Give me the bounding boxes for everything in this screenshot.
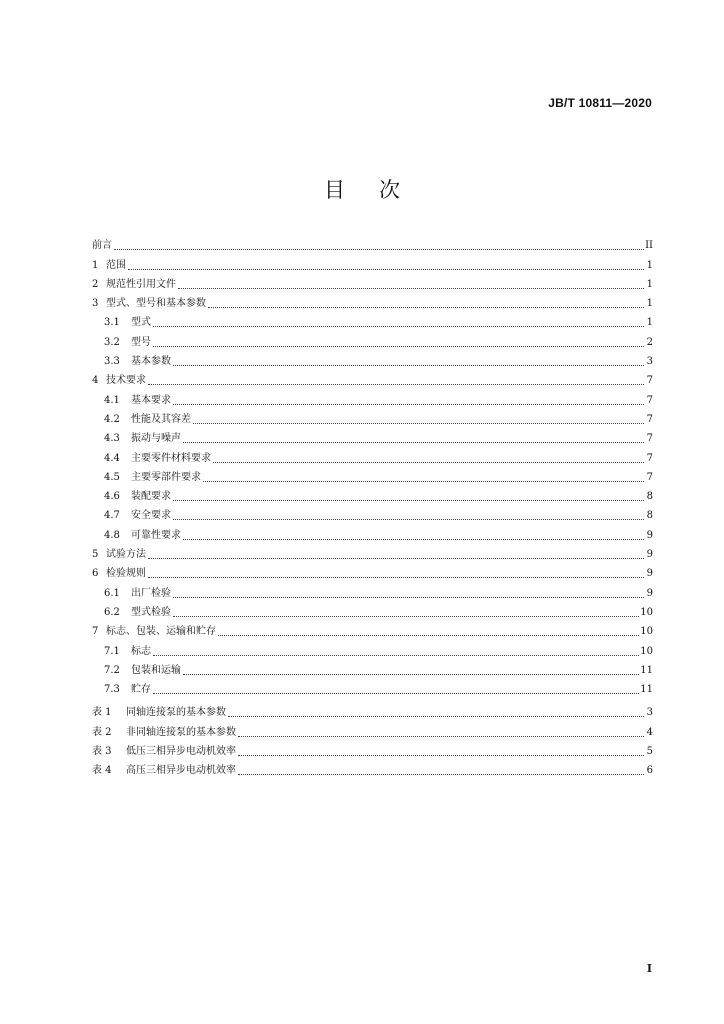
entry-number: 7.2 (104, 664, 120, 676)
dot-leader (183, 442, 644, 443)
entry-label: 安全要求 (131, 510, 171, 522)
entry-label: 范围 (106, 259, 126, 271)
entry-label: 型式 (131, 317, 151, 329)
toc-entry[interactable] (92, 639, 653, 658)
toc-entry[interactable] (92, 678, 653, 697)
entry-page: 8 (646, 510, 653, 522)
toc-entry[interactable] (92, 466, 653, 485)
entry-label: 基本参数 (131, 356, 171, 368)
toc-entry[interactable] (92, 620, 653, 639)
dot-leader (148, 384, 644, 385)
entry-page: 11 (640, 684, 653, 696)
entry-label: 贮存 (131, 684, 151, 696)
entry-page: 3 (646, 707, 653, 719)
toc-entry[interactable] (92, 446, 653, 465)
entry-label: 非同轴连接泵的基本参数 (126, 726, 236, 738)
dot-leader (183, 674, 639, 675)
toc-entry[interactable] (92, 485, 653, 504)
entry-number: 4.7 (104, 510, 120, 522)
entry-number: 表 3 (92, 745, 112, 757)
table-list-entry[interactable] (92, 701, 653, 720)
entry-page: 10 (640, 626, 653, 638)
dot-leader (238, 774, 644, 775)
entry-page: II (645, 240, 653, 252)
dot-leader (173, 404, 644, 405)
entry-number: 4.4 (104, 452, 120, 464)
entry-number: 3 (92, 298, 99, 310)
dot-leader (218, 635, 639, 636)
entry-number: 表 4 (92, 765, 112, 777)
toc-entry[interactable] (92, 543, 653, 562)
toc-entry[interactable] (92, 350, 653, 369)
dot-leader (148, 558, 644, 559)
entry-page: 5 (646, 745, 653, 757)
toc-entry[interactable] (92, 388, 653, 407)
toc-entry[interactable] (92, 504, 653, 523)
entry-page: 9 (646, 529, 653, 541)
title-part-2: 次 (379, 178, 400, 202)
entry-label: 检验规则 (106, 568, 146, 580)
entry-label: 主要零部件要求 (131, 471, 201, 483)
entry-number: 6 (92, 568, 99, 580)
entry-page: 2 (646, 336, 653, 348)
dot-leader (153, 693, 639, 694)
entry-page: 9 (646, 587, 653, 599)
entry-number: 7.1 (104, 645, 120, 657)
entry-page: 8 (646, 491, 653, 503)
entry-label: 技术要求 (106, 375, 146, 387)
entry-number: 4 (92, 375, 99, 387)
entry-page: 7 (646, 452, 653, 464)
dot-leader (173, 519, 644, 520)
dot-leader (153, 326, 644, 327)
entry-page: 7 (646, 471, 653, 483)
toc-entry[interactable] (92, 292, 653, 311)
entry-label: 前言 (92, 240, 112, 252)
entry-label: 型式、型号和基本参数 (106, 298, 206, 310)
dot-leader (208, 307, 644, 308)
dot-leader (153, 346, 644, 347)
page-title (0, 174, 724, 204)
entry-number: 4.1 (104, 394, 120, 406)
entry-page: 1 (646, 259, 653, 271)
entry-page: 9 (646, 549, 653, 561)
entry-number: 7.3 (104, 684, 120, 696)
entry-label: 低压三相异步电动机效率 (126, 745, 236, 757)
toc-entry[interactable] (92, 581, 653, 600)
entry-label: 试验方法 (106, 549, 146, 561)
entry-number: 4.2 (104, 413, 120, 425)
dot-leader (173, 616, 639, 617)
entry-page: 10 (640, 645, 653, 657)
entry-label: 型式检验 (131, 606, 171, 618)
entry-label: 包装和运输 (131, 664, 181, 676)
dot-leader (173, 500, 644, 501)
dot-leader (203, 481, 644, 482)
entry-page: 9 (646, 568, 653, 580)
entry-number: 3.3 (104, 356, 120, 368)
toc-entry[interactable] (92, 330, 653, 349)
entry-label: 基本要求 (131, 394, 171, 406)
entry-label: 标志 (131, 645, 151, 657)
entry-page: 6 (646, 765, 653, 777)
entry-label: 出厂检验 (131, 587, 171, 599)
entry-number: 1 (92, 259, 99, 271)
entry-number: 4.3 (104, 433, 120, 445)
page-number: I (646, 962, 652, 975)
entry-label: 型号 (131, 336, 151, 348)
dot-leader (178, 288, 644, 289)
toc-entry[interactable] (92, 234, 653, 253)
entry-page: 1 (646, 298, 653, 310)
entry-number: 6.2 (104, 606, 120, 618)
entry-number: 7 (92, 626, 99, 638)
entry-number: 4.5 (104, 471, 120, 483)
dot-leader (148, 577, 644, 578)
dot-leader (238, 755, 644, 756)
toc-entry[interactable] (92, 523, 653, 542)
entry-label: 主要零件材料要求 (131, 452, 211, 464)
entry-label: 高压三相异步电动机效率 (126, 765, 236, 777)
toc-entry[interactable] (92, 601, 653, 620)
toc-entry[interactable] (92, 562, 653, 581)
toc-entry[interactable] (92, 408, 653, 427)
table-list-entry[interactable] (92, 740, 653, 759)
dot-leader (228, 716, 644, 717)
toc-entry[interactable] (92, 427, 653, 446)
entry-number: 2 (92, 278, 99, 290)
entry-page: 7 (646, 375, 653, 387)
entry-label: 振动与噪声 (131, 433, 181, 445)
table-list-entry[interactable] (92, 759, 653, 778)
entry-number: 3.2 (104, 336, 120, 348)
standard-code: JB/T 10811—2020 (548, 96, 652, 110)
list-of-tables (92, 701, 653, 778)
entry-page: 7 (646, 394, 653, 406)
toc-entry[interactable] (92, 369, 653, 388)
dot-leader (128, 269, 644, 270)
entry-label: 性能及其容差 (131, 413, 191, 425)
table-list-entry[interactable] (92, 720, 653, 739)
toc-entry[interactable] (92, 273, 653, 292)
entry-page: 3 (646, 356, 653, 368)
entry-page: 4 (646, 726, 653, 738)
title-part-1: 目 (324, 178, 345, 202)
entry-page: 11 (640, 664, 653, 676)
dot-leader (173, 597, 644, 598)
entry-label: 同轴连接泵的基本参数 (126, 707, 226, 719)
entry-number: 4.6 (104, 491, 120, 503)
entry-number: 4.8 (104, 529, 120, 541)
entry-page: 1 (646, 278, 653, 290)
entry-number: 3.1 (104, 317, 120, 329)
toc-entry[interactable] (92, 659, 653, 678)
entry-label: 装配要求 (131, 491, 171, 503)
entry-page: 10 (640, 606, 653, 618)
dot-leader (114, 249, 644, 250)
entry-number: 表 2 (92, 726, 112, 738)
entry-label: 规范性引用文件 (106, 278, 176, 290)
entry-label: 标志、包装、运输和贮存 (106, 626, 216, 638)
toc-entry[interactable] (92, 311, 653, 330)
entry-label: 可靠性要求 (131, 529, 181, 541)
toc-entry[interactable] (92, 253, 653, 272)
entry-page: 7 (646, 413, 653, 425)
entry-number: 6.1 (104, 587, 120, 599)
entry-number: 表 1 (92, 707, 112, 719)
entry-number: 5 (92, 549, 99, 561)
dot-leader (153, 655, 639, 656)
table-of-contents (92, 234, 653, 697)
dot-leader (193, 423, 644, 424)
entry-page: 1 (646, 317, 653, 329)
dot-leader (238, 736, 644, 737)
dot-leader (183, 539, 644, 540)
dot-leader (213, 462, 644, 463)
dot-leader (173, 365, 644, 366)
entry-page: 7 (646, 433, 653, 445)
